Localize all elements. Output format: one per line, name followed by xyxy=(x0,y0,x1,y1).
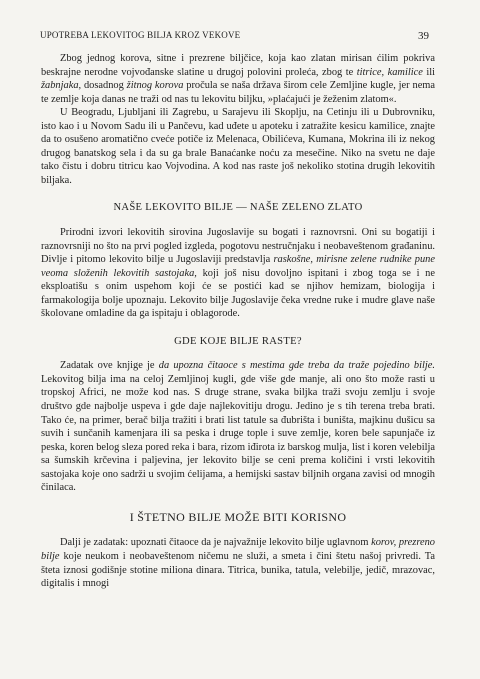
section-heading: NAŠE LEKOVITO BILJE — NAŠE ZELENO ZLATO xyxy=(113,202,363,214)
section-heading: GDE KOJE BILJE RASTE? xyxy=(174,335,302,347)
section-heading: I ŠTETNO BILJE MOŽE BITI KORISNO xyxy=(129,509,347,524)
paragraph: Dalji je zadatak: upoznati čitaoce da je najvažnije lekovito bilje uglavnom korov, prezreno bilje koje neukom i neobaveštenom ničemu ne služi, a smeta i čini štetu našoj privredi. Ta šteta iznosi godišnje stotine miliona dinara. Titrica, bunika, tatula, velebilje, jedič, mrazovac, digitalis i mnogi xyxy=(41,537,435,590)
running-header: UPOTREBA LEKOVITOG BILJA KROZ VEKOVE xyxy=(40,30,241,40)
body-text xyxy=(41,52,435,591)
paragraph: U Beogradu, Ljubljani ili Zagrebu, u Sarajevu ili Skoplju, na Cetinju ili u Dubrovniku, isto kao i u Novom Sadu ili u Pančevu, kad uđete u apoteku i zatražite kesicu kamilice, znajte da to osušeno aromatično cveće potiče iz Melenaca, Obilićeva, Kumana, Mokrina ili iz nekog drugog banatskog sela i da su ga brale Banaćanke noću za mesečine. Niko na svetu ne daje tako čistu i dobru titricu kao Vojvodina. A kod nas raste još nekoliko stotina drugih lekovitih biljaka. xyxy=(41,107,435,186)
paragraph: Zadatak ove knjige je da upozna čitaoce s mestima gde treba da traže pojedino bilje. Lekovitog bilja ima na celoj Zemljinoj kugli, gde više gde manje, ali ono što može rasti u tropskoj Africi, ne može kod nas. S druge strane, svaka biljka traži svoju zemlju i svoje društvo gde najbolje uspeva i gde daje najlekovitiju drogu. Jedino je s tih terena treba brati. Tako će, na primer, berač bilja tražiti i brati list tatule sa đubrišta i buništa, majkinu dušicu sa suvih i sunčanih kamenjara ili sa peska i druge tople i suve zemlje, koren bele sapunjače iz peska, koren belog sleza pored reka i bara, rizom iđirota iz barskog mulja, list i koren velebilja sa šumskih krčevina i paljevina, jer lekovito bilje se ceni prema količini i vrsti lekovitih sastojaka koje ono sadrži u svojim ćelijama, a hemijski sastav biljnih organa zavisi od mnogih činilaca. xyxy=(41,360,435,494)
paragraph: Prirodni izvori lekovitih sirovina Jugoslavije su bogati i raznovrsni. Oni su bogatiji i raznovrsniji no što na prvi pogled izgleda, pogotovu nestručnjaku i neobaveštenom građaninu. Divlje i pitomo lekovito bilje u Jugoslaviji predstavlja raskošne, mirisne zelene rudnike pune veoma složenih lekovitih sastojaka, koji još nisu dovoljno ispitani i zbog toga se i ne eksploatišu s onim uspehom koji će se postići kad se njihov hemizam, biologija i farmakologija bolje upoznaju. Lekovito bilje Jugoslavije čeka vredne ruke i mudre glave naše školovane omladine da ga ispitaju i oblagorode. xyxy=(41,227,435,320)
page-number: 39 xyxy=(418,30,429,42)
paragraph: Zbog jednog korova, sitne i prezrene biljčice, koja kao zlatan mirisan ćilim pokriva beskrajne nerodne vojvođanske slatine u drugoj polovini proleća, zbog te titrice, kamilice ili žabnjaka, dosadnog žitnog korova pročula se naša država širom cele Zemljine kugle, jer nema te zemlje koja danas ne traži od nas tu lekovitu biljku, »plaćajući je žeženim zlatom«. xyxy=(41,53,435,105)
